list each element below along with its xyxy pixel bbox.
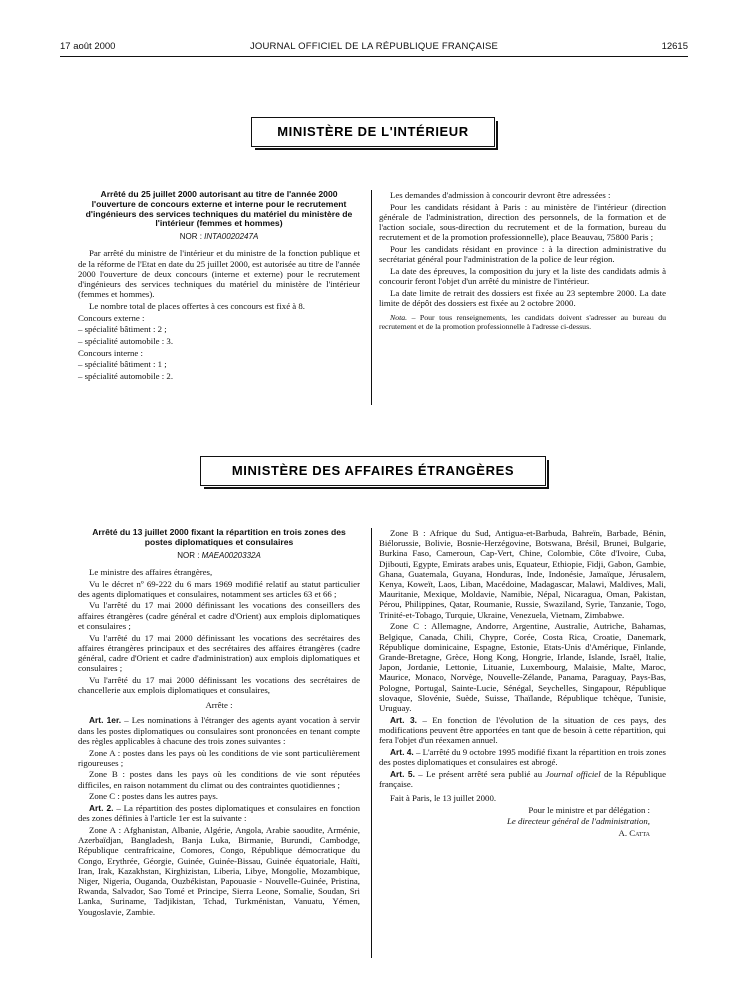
article-3 [379,715,666,746]
paragraph: La date des épreuves, la composition du jury et la liste des candidats admis à concourir feront l'objet d'un arrêté du ministre de l'intérieur. [379,265,666,287]
signature-title-text: Le directeur général de l'administration, [506,816,650,827]
decree-title: Arrêté du 25 juillet 2000 autorisant au titre de l'année 2000 l'ouverture de concours externe et interne pour le recrutement d'ingénieurs des services techniques du matériel du ministère de l'intérieur (femmes et hommes) [85,189,353,229]
signature-line: Pour le ministre et par délégation : [528,804,650,815]
nor-label: NOR : [179,232,202,242]
article-5 [379,769,666,789]
list-item: – spécialité automobile : 3. [78,336,174,347]
decree-title: Arrêté du 13 juillet 2000 fixant la répartition en trois zones des postes diplomatiques et consulaires [92,527,346,547]
list-item: – spécialité bâtiment : 2 ; [78,324,167,335]
journal-name: Journal officiel [545,768,601,779]
paragraph: Zone A : postes dans les pays où les conditions de vie sont particulièrement rigoureuses ; [78,747,360,768]
interieur-left-column [78,190,360,383]
paragraph: Vu le décret nº 69-222 du 6 mars 1969 modifié relatif au statut particulier des agents diplomatiques et consulaires, notamment ses articles 63 et 66 ; [78,578,360,599]
article-text: de la République française. [379,768,666,789]
ministry-heading-interieur: MINISTÈRE DE L'INTÉRIEUR [251,117,495,147]
page-number: 12615 [661,41,688,52]
zone-a-list: Zone A : Afghanistan, Albanie, Algérie, Angola, Arabie saoudite, Arménie, Azerbaïdjan, Bangladesh, Banja Luka, Birmanie, Burundi, Cambodge, République centrafricaine, Comores, Congo, République démocratique du Congo, Erythrée, Géorgie, Guinée, Guinée-Bissau, Guinée équatoriale, Haïti, Iran, Irak, Kazakhstan, Kirghizistan, Liberia, Libye, Mongolie, Mozambique, Niger, Nigeria, Ouganda, Ouzbékistan, Papouasie - Nouvelle-Guinée, Pristina, Rwanda, Salvador, Sao Tomé et Principe, Sierra Leone, Somalie, Soudan, Sri Lanka, Suriname, Tadjikistan, Tchad, Turkménistan, Vanuatu, Yémen, Yougoslavie, Zambie. [78,824,360,917]
nor-code: MAEA0020332A [201,550,261,560]
journal-title: JOURNAL OFFICIEL DE LA RÉPUBLIQUE FRANÇAISE [249,41,499,52]
paragraph: Pour les candidats résidant en province : à la direction administrative du secrétariat général pour l'administration de la police de leur région. [379,244,666,265]
paragraph: Le nombre total de places offertes à ces concours est fixé à 8. [89,300,306,311]
article-text: – La répartition des postes diplomatiques et consulaires en fonction des zones définies à l'article 1er est la suivante : [78,803,360,824]
zone-b-list: Zone B : Afrique du Sud, Antigua-et-Barbuda, Bahreïn, Barbade, Bénin, Biélorussie, Bolivie, Bosnie-Herzégovine, Botswana, Brésil, Brunei, Bulgarie, Burkina Faso, Cameroun, Cap-Vert, Chine, Colombie, Côte d'Ivoire, Cuba, Djibouti, Egypte, Emirats arabes unis, Equateur, Ethiopie, Fidji, Gabon, Gambie, Ghana, Guatemala, Guyana, Honduras, Inde, Indonésie, Jamaïque, Jérusalem, Kenya, Koweït, Laos, Liban, Macédoine, Madagascar, Malawi, Maldives, Mali, Mauritanie, Mexique, Moldavie, Namibie, Népal, Nicaragua, Oman, Pakistan, Pérou, Philippines, Qatar, Roumanie, Russie, Swaziland, Syrie, Tanzanie, Togo, Trinité-et-Tobago, Turquie, Ukraine, Venezuela, Vietnam, Zimbabwe. [379,528,666,620]
article-text: – En fonction de l'évolution de la situation de ces pays, des modifications peuvent être apportées en tant que de besoin à cette répartition, qui fera l'objet d'un réexamen annuel. [379,714,666,746]
issue-date: 17 août 2000 [60,41,116,52]
paragraph: Par arrêté du ministre de l'intérieur et du ministre de la fonction publique et de la réforme de l'Etat en date du 25 juillet 2000, est autorisée au titre de l'année 2000 l'ouverture de deux concours (interne et externe) pour le recrutement d'ingénieurs des services techniques du matériel du ministère de l'intérieur (femmes et hommes). [78,248,360,300]
column-separator [371,528,372,958]
column-separator [371,190,372,405]
arrete-heading: Arrête : [205,700,233,711]
list-item: – spécialité automobile : 2. [78,371,174,382]
header-rule [60,56,688,57]
article-label: Art. 2. [89,803,114,814]
nor-label: NOR : [177,550,200,560]
article-label: Art. 5. [390,768,415,779]
list-item: – spécialité bâtiment : 1 ; [78,359,167,370]
zone-c-list: Zone C : Allemagne, Andorre, Argentine, Australie, Autriche, Bahamas, Belgique, Canada, Chili, Chypre, Corée, Costa Rica, Croatie, Danemark, République dominicaine, Espagne, Estonie, Etats-Unis d'Amérique, Finlande, Grande-Bretagne, Grèce, Hong Kong, Hongrie, Irlande, Islande, Israël, Italie, Japon, Jordanie, Lettonie, Lituanie, Luxembourg, Malaisie, Malte, Maroc, Maurice, Monaco, Norvège, Nouvelle-Zélande, Panama, Paraguay, Pays-Bas, Pologne, Portugal, Sainte-Lucie, Sénégal, Seychelles, Singapour, République slovaque, Slovénie, Suède, Suisse, Thaïlande, République tchèque, Tunisie, Uruguay. [379,621,666,713]
article-label: Art. 4. [390,746,414,757]
list-heading: Concours externe : [78,312,145,323]
article-1 [78,715,360,746]
nor-reference [78,551,360,561]
paragraph: Les demandes d'admission à concourir devront être adressées : [390,190,611,200]
article-label: Art. 3. [390,714,417,725]
article-text: – Le présent arrêté sera publié au [414,768,546,779]
nota-label: Nota. [390,313,408,323]
paragraph: Vu l'arrêté du 17 mai 2000 définissant les vocations des secrétaires de chancellerie aux emplois diplomatiques et consulaires, [78,674,360,696]
nota-note [379,313,666,331]
article-2 [78,803,360,823]
paragraph: Vu l'arrêté du 17 mai 2000 définissant les vocations des conseillers des affaires étrangères (cadre général et cadre d'Orient) aux emplois diplomatiques et consulaires ; [78,600,360,631]
nor-reference [78,232,360,242]
nor-code: INTA0020247A [204,232,259,242]
article-4 [379,747,666,767]
paragraph: La date limite de retrait des dossiers est fixée au 23 septembre 2000. La date limite de dépôt des dossiers est fixée au 2 octobre 2000. [379,287,666,309]
affaires-left-column [78,528,360,918]
paragraph: Zone C : postes dans les autres pays. [89,791,218,802]
paragraph: Le ministre des affaires étrangères, [89,566,213,577]
paragraph: Vu l'arrêté du 17 mai 2000 définissant les vocations des secrétaires des affaires étrangères principaux et des secrétaires des affaires étrangères (cadre général, cadre d'Orient et cadre d'administration) aux emplois diplomatiques et consulaires ; [78,632,360,674]
article-text: – Les nominations à l'étranger des agents ayant vocation à servir dans les postes diplomatiques ou consulaires sont prononcées en tenant compte des règles applicables à chacune des trois zones suivantes : [78,715,360,746]
signatory-name: A. Catta [618,828,650,839]
article-label: Art. 1er. [89,715,122,726]
paragraph: Pour les candidats résidant à Paris : au ministère de l'intérieur (direction générale de l'administration, direction des personnels, de la formation et de l'action sociale, sous-direction du recrutement et de la formation, bureau du recrutement et de la promotion professionnelle), place Beauvau, 75800 Paris ; [379,201,666,243]
signature-title [379,816,666,826]
list-heading: Concours interne : [78,347,143,358]
done-at: Fait à Paris, le 13 juillet 2000. [390,793,497,804]
article-text: – L'arrêté du 9 octobre 1995 modifié fixant la répartition en trois zones des postes diplomatiques et consulaires est abrogé. [379,746,666,767]
affaires-right-column [379,528,666,840]
ministry-heading-affaires-etrangeres: MINISTÈRE DES AFFAIRES ÉTRANGÈRES [200,456,546,486]
paragraph: Zone B : postes dans les pays où les conditions de vie sont réputées difficiles, en raison notamment du climat ou des contraintes quotidiennes ; [78,769,360,790]
nota-text: – Pour tous renseignements, les candidats doivent s'adresser au bureau du recrutement et de la promotion professionnelle à l'adresse ci-dessus. [379,313,666,332]
running-header [60,41,688,57]
interieur-right-column [379,190,666,333]
